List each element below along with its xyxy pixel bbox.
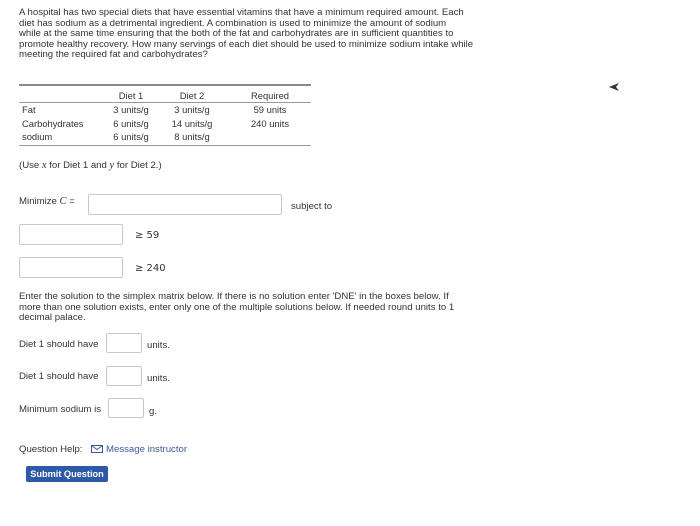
variable-note — [19, 160, 162, 171]
table-cell: Carbohydrates — [22, 118, 84, 129]
instruction-line: Enter the solution to the simplex matrix below. If there is no solution enter 'DNE' in the boxes below. If — [19, 291, 449, 302]
table-cell: 6 units/g — [113, 118, 149, 129]
table-cell: 240 units — [250, 118, 290, 129]
problem-statement — [19, 8, 509, 61]
table-cell: 3 units/g — [113, 104, 149, 115]
submit-question-button[interactable]: Submit Question — [26, 466, 108, 482]
table-row — [19, 131, 311, 142]
table-top-rule — [19, 84, 311, 86]
table-row — [19, 104, 311, 115]
answer-3-input[interactable] — [108, 398, 144, 418]
problem-line: meeting the required fat and carbohydrates? — [19, 49, 208, 60]
mail-icon[interactable] — [91, 445, 103, 453]
constraint-2-rhs: ≥ 240 — [135, 263, 166, 274]
constraint-1-input[interactable] — [19, 224, 123, 245]
table-cell: 14 units/g — [171, 118, 213, 129]
table-header-row — [19, 90, 311, 101]
answer-1-unit: units. — [147, 340, 170, 351]
note-text: (Use — [19, 160, 42, 171]
mouse-cursor-icon — [608, 80, 622, 94]
instructions — [19, 292, 489, 324]
answer-3-label: Minimum sodium is — [19, 404, 102, 415]
constraint-1-rhs: ≥ 59 — [135, 230, 160, 241]
objective-input[interactable] — [88, 194, 282, 215]
answer-2-label: Diet 1 should have — [19, 371, 99, 382]
question-help-label: Question Help: — [19, 444, 83, 455]
note-text: for Diet 2.) — [114, 160, 162, 171]
objective-var: C — [59, 196, 67, 207]
constraint-2-input[interactable] — [19, 257, 123, 278]
note-var-y: y — [109, 160, 115, 171]
table-header-rule — [19, 102, 311, 103]
table-cell: 6 units/g — [113, 131, 149, 142]
problem-line: A hospital has two special diets that have essential vitamins that have a minimum required amount. Each — [19, 7, 464, 18]
table-header-cell: Required — [250, 90, 290, 101]
objective-prefix: Minimize — [19, 196, 60, 207]
problem-line: promote healthy recovery. How many servings of each diet should be used to minimize sodium intake while — [19, 38, 474, 50]
subject-to-label: subject to — [291, 201, 333, 212]
answer-1-input[interactable] — [106, 333, 142, 353]
answer-3-unit: g. — [149, 406, 158, 417]
diet-table — [19, 84, 311, 146]
note-var-x: x — [41, 160, 47, 171]
table-cell: 59 units — [253, 104, 287, 115]
table-header-cell: Diet 2 — [179, 90, 205, 101]
table-header-cell: Diet 1 — [118, 90, 144, 101]
table-cell: 8 units/g — [174, 131, 210, 142]
objective-label — [19, 196, 75, 207]
message-instructor-link[interactable]: Message instructor — [106, 444, 188, 455]
answer-2-input[interactable] — [106, 366, 142, 386]
table-cell: Fat — [22, 104, 36, 115]
problem-line: while at the same time ensuring that the both of the fat and carbohydrates are in sufficient quantities to — [19, 28, 454, 39]
instruction-line: more than one solution exists, enter only one of the multiple solutions below. If needed round units to 1 — [19, 301, 455, 313]
instruction-line: decimal palace. — [19, 312, 86, 323]
note-text: for Diet 1 and — [46, 160, 110, 171]
problem-line: diet has sodium as a detrimental ingredient. A combination is used to minimize the amount of sodium — [19, 17, 447, 29]
table-cell: sodium — [22, 131, 53, 142]
table-row — [19, 118, 311, 129]
answer-2-unit: units. — [147, 373, 170, 384]
answer-1-label: Diet 1 should have — [19, 339, 99, 350]
objective-eq: = — [66, 196, 75, 207]
table-cell: 3 units/g — [174, 104, 210, 115]
table-bottom-rule — [19, 145, 311, 146]
